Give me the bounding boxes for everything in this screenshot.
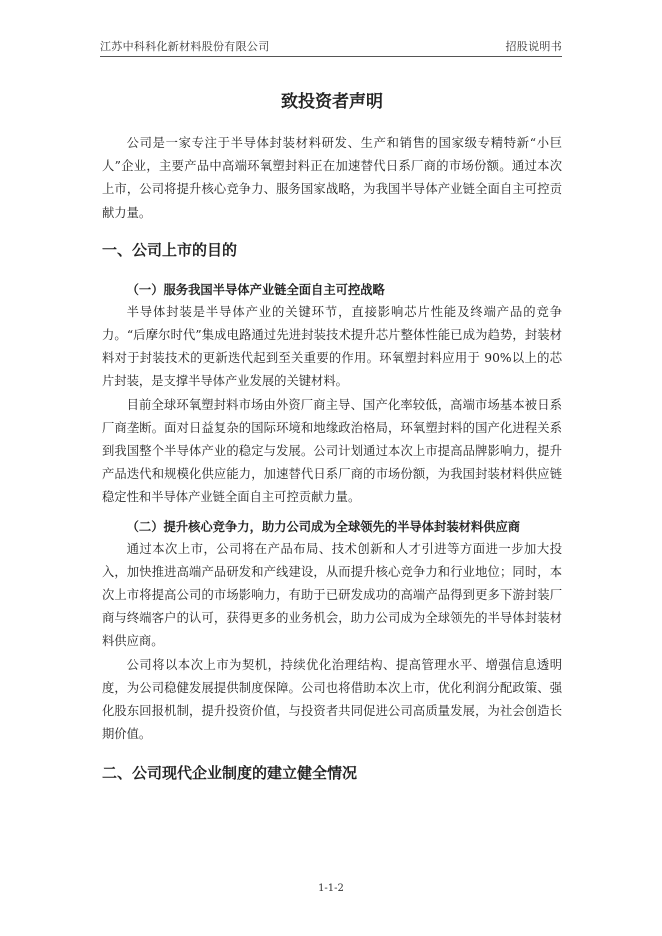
intro-paragraph: 公司是一家专注于半导体封装材料研发、生产和销售的国家级专精特新“小巨人”企业，主要产品中高端环氧塑封料正在加速替代日系厂商的市场份额。通过本次上市，公司将提升核心竞争力、服务国家战略，为我国半导体产业链全面自主可控贡献力量。 (102, 136, 562, 220)
subsection-1-paragraph-1: 半导体封装是半导体产业的关键环节，直接影响芯片性能及终端产品的竞争力。“后摩尔时代”集成电路通过先进封装技术提升芯片整体性能已成为趋势，封装材料对于封装技术的更新迭代起到至关重要的作用。环氧塑封料应用于 90%以上的芯片封装，是支撑半导体产业发展的关键材料。 (102, 304, 562, 389)
section-1-heading: 一、公司上市的目的 (102, 240, 238, 259)
page-number: 1-1-2 (318, 883, 344, 894)
subsection-2-paragraph-2: 公司将以本次上市为契机，持续优化治理结构、提高管理水平、增强信息透明度，为公司稳健发展提供制度保障。公司也将借助本次上市，优化利润分配政策、强化股东回报机制，提升投资价值，与投资者共同促进公司高质量发展，为社会创造长期价值。 (102, 657, 562, 742)
subsection-1-paragraph-2: 目前全球环氧塑封料市场由外资厂商主导、国产化率较低，高端市场基本被日系厂商垄断。面对日益复杂的国际环境和地缘政治格局，环氧塑封料的国产化进程关系到我国整个半导体产业的稳定与发展。公司计划通过本次上市提高品牌影响力，提升产品迭代和规模化供应能力，加速替代日系厂商的市场份额，为我国封装材料供应链稳定性和半导体产业链全面自主可控贡献力量。 (102, 397, 562, 505)
subsection-2-heading: （二）提升核心竞争力，助力公司成为全球领先的半导体封装材料供应商 (126, 519, 521, 534)
subsection-1-heading: （一）服务我国半导体产业链全面自主可控战略 (126, 282, 385, 297)
page-title: 致投资者声明 (281, 92, 383, 112)
subsection-2-paragraph-1: 通过本次上市，公司将在产品布局、技术创新和人才引进等方面进一步加大投入，加快推进高端产品研发和产线建设，从而提升核心竞争力和行业地位；同时，本次上市将提高公司的市场影响力，有助于已研发成功的高端产品得到更多下游封装厂商与终端客户的认可，获得更多的业务机会，助力公司成为全球领先的半导体封装材料供应商。 (102, 541, 562, 649)
page-body (102, 88, 562, 802)
header-rule (100, 56, 562, 57)
header-company-name: 江苏中科科化新材料股份有限公司 (100, 40, 270, 53)
running-header (100, 38, 562, 56)
header-document-type: 招股说明书 (505, 40, 562, 53)
section-2-heading: 二、公司现代企业制度的建立健全情况 (102, 764, 358, 783)
